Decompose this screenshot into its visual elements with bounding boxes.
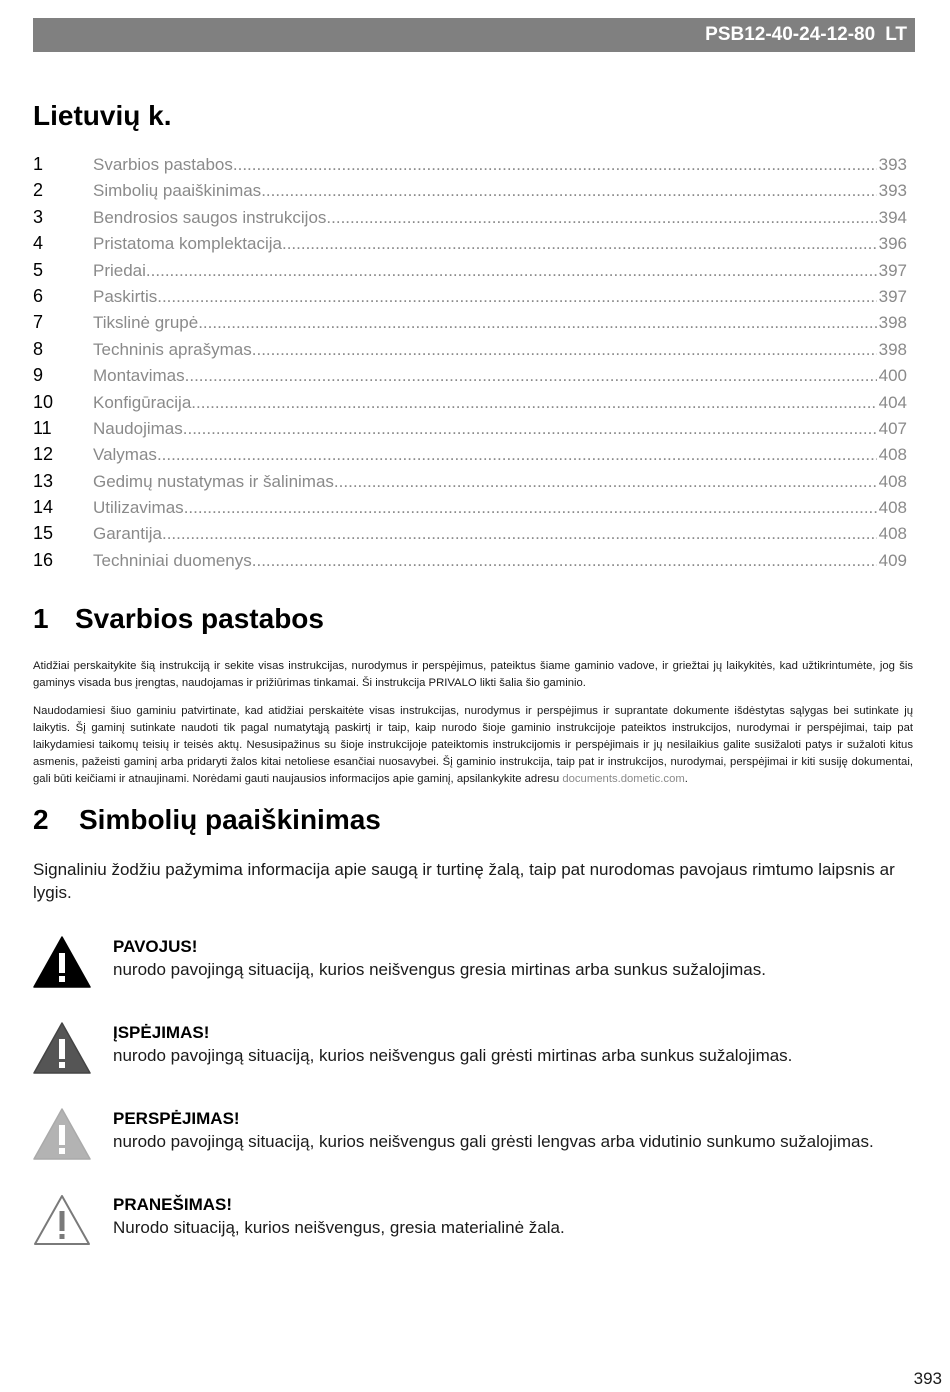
toc-entry[interactable] <box>33 365 907 391</box>
toc-title: Paskirtis <box>93 286 158 306</box>
toc-title: Svarbios pastabos <box>93 155 233 174</box>
toc-leader-dots <box>252 551 877 571</box>
symbol-warning <box>33 1022 913 1082</box>
symbol-description: nurodo pavojingą situaciją, kurios neišvengus gali grėsti mirtinas arba sunkus sužalojimas. <box>113 1046 793 1065</box>
warning-triangle-icon <box>33 1022 91 1074</box>
toc-leader-dots <box>326 208 876 228</box>
toc-title: Gedimų nustatymas ir šalinimas <box>93 471 334 491</box>
toc-title: Pristatoma komplektacija <box>93 234 282 254</box>
toc-leader-dots <box>198 313 876 333</box>
toc-title: Tikslinė grupė <box>93 313 199 333</box>
toc-entry[interactable] <box>33 233 907 259</box>
toc-entry[interactable] <box>33 392 907 418</box>
toc-entry[interactable] <box>33 497 907 523</box>
toc-page-number: 397 <box>878 286 907 306</box>
section-title: Simbolių paaiškinimas <box>79 804 381 835</box>
notice-triangle-icon <box>33 1194 91 1246</box>
language-code: LT <box>885 24 907 45</box>
toc-page-number: 408 <box>878 445 907 465</box>
toc-leader-dots <box>185 366 877 386</box>
toc-page-number: 408 <box>878 498 907 518</box>
symbol-label: PRANEŠIMAS! <box>113 1195 233 1214</box>
toc-number: 9 <box>33 365 44 386</box>
toc-page-number: 398 <box>878 313 907 333</box>
page-number: 393 <box>913 1369 942 1388</box>
toc-page-number: 394 <box>878 207 907 227</box>
toc-leader-dots <box>233 155 877 175</box>
toc-leader-dots <box>334 472 877 492</box>
toc-number: 6 <box>33 285 44 306</box>
toc-page-number: 393 <box>878 181 907 201</box>
symbol-description: nurodo pavojingą situaciją, kurios neišvengus gali grėsti lengvas arba vidutinio sunkumo sužalojimas. <box>113 1132 874 1151</box>
toc-leader-dots <box>184 498 877 518</box>
toc-entry[interactable] <box>33 418 907 444</box>
toc-entry[interactable] <box>33 286 907 312</box>
toc-title: Utilizavimas <box>93 498 184 518</box>
paragraph-end: . <box>684 773 688 785</box>
toc-number: 2 <box>33 180 44 201</box>
toc-number: 11 <box>33 417 52 438</box>
toc-page-number: 393 <box>878 155 907 174</box>
toc-leader-dots <box>146 261 877 281</box>
toc-title: Valymas <box>93 445 157 465</box>
symbol-description: Nurodo situaciją, kurios neišvengus, gresia materialinė žala. <box>113 1218 565 1237</box>
toc-number: 13 <box>33 470 54 491</box>
section-2-heading <box>33 804 381 836</box>
toc-title: Naudojimas <box>93 418 183 438</box>
toc-number: 8 <box>33 338 44 359</box>
toc-entry[interactable] <box>33 471 907 497</box>
toc-leader-dots <box>252 340 877 360</box>
toc-title: Techniniai duomenys <box>93 550 252 570</box>
toc-number: 3 <box>33 206 44 227</box>
symbol-label: ĮSPĖJIMAS! <box>113 1023 210 1042</box>
section-1-heading <box>33 603 324 635</box>
toc-entry[interactable] <box>33 154 907 180</box>
toc-number: 1 <box>33 154 44 174</box>
toc-page-number: 404 <box>878 392 907 412</box>
toc-page-number: 398 <box>878 339 907 359</box>
toc-entry[interactable] <box>33 523 907 549</box>
signal-words-intro: Signaliniu žodžiu pažymima informacija apie saugą ir turtinę žalą, taip pat nurodomas pavojaus rimtumo laipsnis ar lygis. <box>33 860 895 902</box>
toc-entry[interactable] <box>33 207 907 233</box>
symbol-label: PAVOJUS! <box>113 937 198 956</box>
toc-entry[interactable] <box>33 444 907 470</box>
important-notes-paragraph-1: Atidžiai perskaitykite šią instrukciją ir sekite visas instrukcijas, nurodymus ir perspėjimus, pateiktus šiame gaminio vadove, ir griežtai jų laikykitės, kad užtikrintumėte, jog šis gaminys visada bus įrengtas, naudojamas ir prižiūrimas tinkamai. Ši instrukcija PRIVALO likti šalia šio gaminio. <box>33 660 913 689</box>
toc-page-number: 409 <box>878 550 907 570</box>
toc-entry[interactable] <box>33 180 907 206</box>
toc-entry[interactable] <box>33 260 907 286</box>
toc-title: Garantija <box>93 524 162 544</box>
toc-entry[interactable] <box>33 550 907 576</box>
toc-entry[interactable] <box>33 312 907 338</box>
toc-leader-dots <box>157 445 877 465</box>
toc-leader-dots <box>261 181 876 201</box>
toc-number: 12 <box>33 444 54 465</box>
documents-link[interactable]: documents.dometic.com <box>562 773 685 785</box>
caution-triangle-icon <box>33 1108 91 1160</box>
toc-title: Simbolių paaiškinimas <box>93 181 262 201</box>
danger-warning-triangle-icon <box>33 936 91 988</box>
toc-page-number: 397 <box>878 260 907 280</box>
toc-leader-dots <box>282 234 877 254</box>
toc-number: 16 <box>33 549 54 570</box>
toc-title: Techninis aprašymas <box>93 339 252 359</box>
language-title: Lietuvių k. <box>33 100 172 131</box>
important-notes-paragraph-2 <box>33 703 913 788</box>
document-code: PSB12-40-24-12-80 <box>705 24 876 45</box>
toc-leader-dots <box>183 419 877 439</box>
toc-page-number: 408 <box>878 524 907 544</box>
toc-number: 7 <box>33 312 44 333</box>
toc-title: Konfigūracija <box>93 392 192 412</box>
symbol-notice <box>33 1194 913 1254</box>
toc-number: 10 <box>33 391 54 412</box>
toc-number: 4 <box>33 233 44 254</box>
symbol-danger <box>33 936 913 996</box>
toc-number: 14 <box>33 497 54 518</box>
toc-number: 5 <box>33 259 44 280</box>
toc-page-number: 396 <box>878 234 907 254</box>
header-bar <box>33 18 915 52</box>
toc-leader-dots <box>191 393 876 413</box>
toc-page-number: 400 <box>878 366 907 386</box>
table-of-contents <box>33 154 907 576</box>
section-title: Svarbios pastabos <box>75 603 324 634</box>
toc-title: Priedai <box>93 260 146 280</box>
toc-leader-dots <box>157 287 876 307</box>
section-number: 1 <box>33 603 49 634</box>
toc-page-number: 407 <box>878 418 907 438</box>
symbol-description: nurodo pavojingą situaciją, kurios neišvengus gresia mirtinas arba sunkus sužalojimas. <box>113 960 766 979</box>
paragraph-text: Naudodamiesi šiuo gaminiu patvirtinate, kad atidžiai perskaitėte visas instrukcijas, nurodymus ir perspėjimus ir suprantate dokumente išdėstytas sąlygas bei sutinkate jų laikytis. Šį gaminį sutinkate naudoti tik pagal numatytąją paskirtį ir taip, kaip nurodo šioje gaminio instrukcijoje pateiktos instrukcijos, nurodymai ir perspėjimai, taip pat laikydamiesi taikomų teisių ir teisės aktų. Nesusipažinus su šioje instrukcijoje pateiktomis instrukcijomis ir perspėjimais ir jų nesilaikius galite susižaloti patys ir sužaloti kitus asmenis, pažeisti gaminį arba pridaryti žalos kitai netoliese esančiai nuosavybei. Šį gaminio instrukcija, taip pat ir instrukcijos, nurodymai, perspėjimai ir kiti susiję dokumentai, gali būti keičiami ir atnaujinami. Norėdami gauti naujausios informacijos apie gaminį, apsilankykite adresu <box>33 705 913 785</box>
toc-page-number: 408 <box>878 471 907 491</box>
toc-number: 15 <box>33 523 54 544</box>
symbol-caution <box>33 1108 913 1168</box>
toc-title: Bendrosios saugos instrukcijos <box>93 207 327 227</box>
toc-title: Montavimas <box>93 366 185 386</box>
toc-entry[interactable] <box>33 339 907 365</box>
section-number: 2 <box>33 804 49 835</box>
toc-leader-dots <box>162 524 877 544</box>
symbol-label: PERSPĖJIMAS! <box>113 1109 240 1128</box>
